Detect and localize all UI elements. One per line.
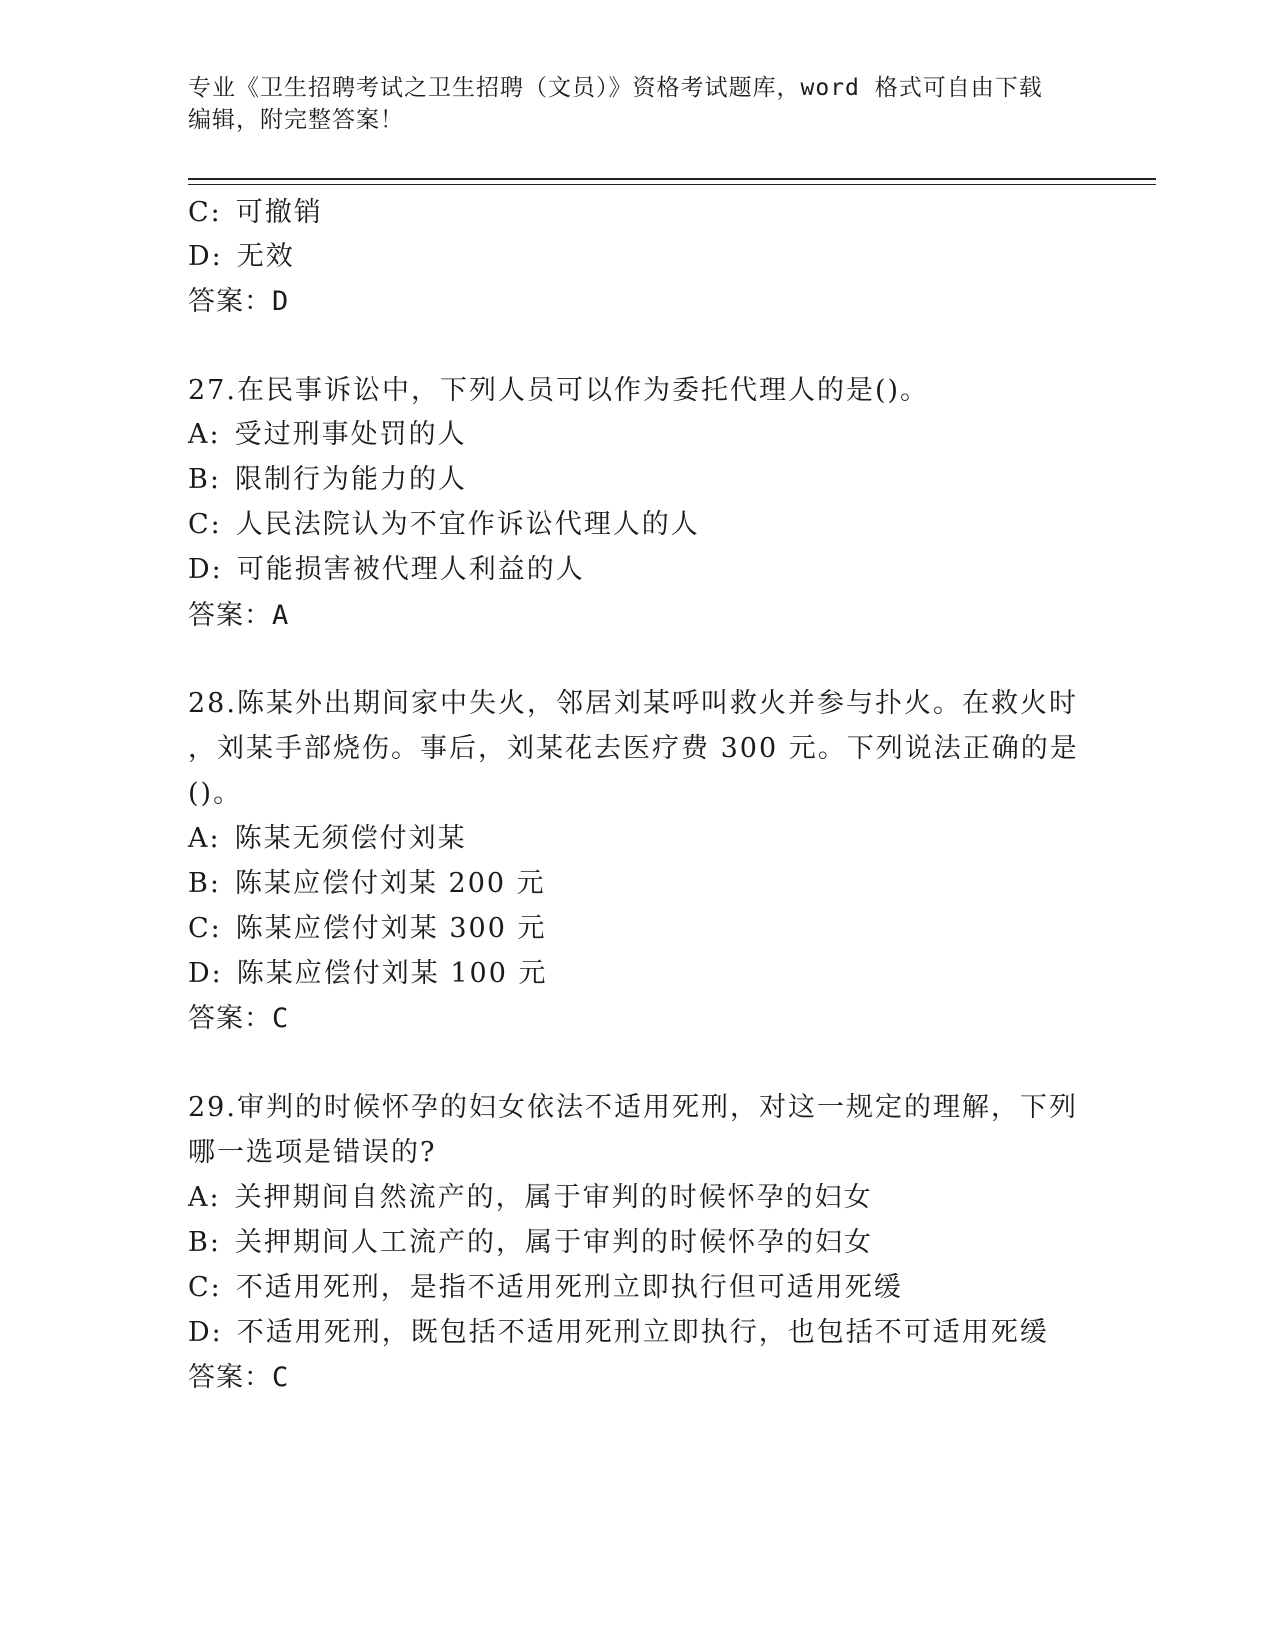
question-stem-line: ，刘某手部烧伤。事后，刘某花去医疗费 300 元。下列说法正确的是 — [188, 733, 1079, 764]
option-text: 可能损害被代理人利益的人 — [236, 554, 585, 585]
answer-line: 答案：C — [188, 1362, 290, 1393]
option-text: 不适用死刑，既包括不适用死刑立即执行，也包括不可适用死缓 — [236, 1317, 1049, 1348]
question-stem-line: 28.陈某外出期间家中失火，邻居刘某呼叫救火并参与扑火。在救火时 — [188, 688, 1078, 719]
option-text: 可撤销 — [235, 197, 323, 228]
option-label: D: — [188, 958, 223, 989]
option-text: 关押期间人工流产的，属于审判的时候怀孕的妇女 — [234, 1227, 873, 1258]
option-line — [188, 816, 467, 855]
option-text: 无效 — [236, 241, 295, 272]
option-line — [188, 906, 546, 945]
option-label: C: — [188, 509, 222, 540]
header-rule-thick — [188, 178, 1156, 180]
question-stem-line: 29.审判的时候怀孕的妇女依法不适用死刑，对这一规定的理解，下列 — [188, 1092, 1078, 1123]
document-header — [188, 72, 1088, 136]
option-text: 关押期间自然流产的，属于审判的时候怀孕的妇女 — [234, 1182, 873, 1213]
option-line — [188, 234, 295, 273]
answer-line: 答案：D — [188, 286, 290, 317]
option-label: A: — [188, 419, 221, 450]
header-line-2: 编辑，附完整答案！ — [188, 107, 404, 133]
option-line — [188, 951, 547, 990]
option-line — [188, 547, 585, 586]
option-line — [188, 457, 467, 496]
option-label: D: — [188, 241, 223, 272]
option-text: 陈某无须偿付刘某 — [234, 823, 467, 854]
option-text: 陈某应偿付刘某 300 元 — [235, 913, 547, 944]
option-line — [188, 1220, 873, 1259]
question-stem-line: 27.在民事诉讼中，下列人员可以作为委托代理人的是()。 — [188, 375, 930, 406]
option-line — [188, 412, 467, 451]
option-label: D: — [188, 554, 223, 585]
option-label: C: — [188, 1272, 222, 1303]
option-text: 陈某应偿付刘某 200 元 — [234, 868, 546, 899]
question-stem-line: 哪一选项是错误的? — [188, 1137, 437, 1168]
header-rule-thin — [188, 184, 1156, 185]
header-line-1: 专业《卫生招聘考试之卫生招聘（文员）》资格考试题库，word 格式可自由下载 — [188, 75, 1043, 101]
option-label: C: — [188, 197, 222, 228]
option-line — [188, 1265, 903, 1304]
option-label: B: — [188, 464, 221, 495]
option-label: A: — [188, 823, 221, 854]
option-line — [188, 1175, 873, 1214]
option-text: 不适用死刑，是指不适用死刑立即执行但可适用死缓 — [235, 1272, 903, 1303]
option-text: 限制行为能力的人 — [234, 464, 467, 495]
option-label: B: — [188, 868, 221, 899]
answer-line: 答案：C — [188, 1003, 290, 1034]
option-label: C: — [188, 913, 222, 944]
option-label: B: — [188, 1227, 221, 1258]
option-label: A: — [188, 1182, 221, 1213]
option-text: 陈某应偿付刘某 100 元 — [236, 958, 548, 989]
option-label: D: — [188, 1317, 223, 1348]
option-text: 人民法院认为不宜作诉讼代理人的人 — [235, 509, 700, 540]
question-stem-line: ()。 — [188, 778, 243, 809]
option-text: 受过刑事处罚的人 — [234, 419, 467, 450]
option-line — [188, 1310, 1049, 1349]
option-line — [188, 502, 700, 541]
answer-line: 答案：A — [188, 600, 290, 631]
option-line — [188, 190, 323, 229]
option-line — [188, 861, 546, 900]
